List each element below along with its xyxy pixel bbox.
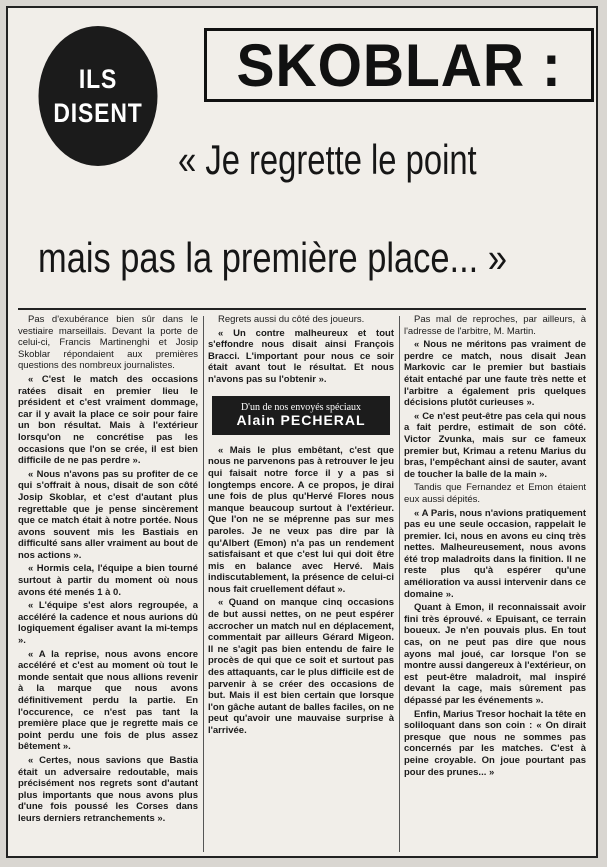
paragraph: « Hormis cela, l'équipe a bien tourné surtout à partir du moment où nous avons été menés 1 à 0.	[18, 563, 198, 598]
paragraph: « C'est le match des occasions ratées disait en premier lieu le président et c'est vraiment dommage, car il y avait la place ce soir pour faire un bon résultat. Mais à l'extérieur lorsqu'on ne concrétise pas les occasions que l'on se crée, il est bien difficile de ne pas perdre ».	[18, 373, 198, 467]
paragraph: « Ce n'est peut-être pas cela qui nous a fait perdre, estimait de son côté. Victor Zvunka, mais sur ce fameux premier but, Krimau a retenu Marius du bras, l'empêchant ainsi de sauter, avant de toucher la balle de la main ».	[404, 410, 586, 480]
headline-box	[204, 28, 594, 102]
paragraph: Tandis que Fernandez et Emon étaient eux aussi dépités.	[404, 482, 586, 505]
paragraph: « Certes, nous savions que Bastia était un adversaire redoutable, mais précisément nos regrets sont d'autant plus importants que nous avons plus d'une fois poussé les Corses dans leurs derniers retranchements ».	[18, 754, 198, 824]
article-column-1	[18, 314, 198, 854]
paragraph: Enfin, Marius Tresor hochait la tête en soliloquant dans son coin : « On dirait presque que nous ne sommes pas concernés par les matches. C'est à peine croyable. On joue pourtant pas pour des prunes... »	[404, 708, 586, 778]
badge-line-2: DISENT	[53, 98, 143, 128]
paragraph: Pas d'exubérance bien sûr dans le vestiaire marseillais. Devant la porte de celui-ci, Francis Martinenghi et Josip Skoblar répondaient aux premières questions des nombreux journalistes.	[18, 314, 198, 372]
byline-name: Alain PECHERAL	[236, 412, 366, 429]
paragraph: Quant à Emon, il reconnaissait avoir fini très éprouvé. « Epuisant, ce terrain boueux. Je n'en pouvais plus. En tout cas, on ne peut pas dire que nous ayons mal joué, car lorsque l'on se montre aussi dangereux à l'extérieur, on est peut-être maladroit, mal inspiré devant la cage, mais sûrement pas dépassé par les événements ».	[404, 602, 586, 706]
column-separator	[399, 316, 400, 852]
quote-line-1: « Je regrette le point	[178, 136, 477, 183]
paragraph: « L'équipe s'est alors regroupée, a accéléré la cadence et nous aurions dû logiquement égaliser avant la mi-temps ».	[18, 600, 198, 647]
article-column-3	[404, 314, 586, 854]
article-column-2	[208, 314, 394, 854]
paragraph: « A la reprise, nous avons encore accéléré et c'est au moment où tout le monde sentait que nous allions revenir à la marque que nous avons définitivement perdu la partie. En l'occurence, ce n'est pas tant la première place que je regrette mais ce point perdu une fois de plus assez bêtement ».	[18, 648, 198, 753]
paragraph: Pas mal de reproches, par ailleurs, à l'adresse de l'arbitre, M. Martin.	[404, 314, 586, 337]
paragraph: Regrets aussi du côté des joueurs.	[218, 314, 365, 325]
header-rule	[18, 308, 586, 310]
quote-line-2: mais pas la première place... »	[38, 234, 507, 281]
newspaper-page	[6, 6, 598, 858]
byline-box	[212, 396, 390, 435]
paragraph: « Un contre malheureux et tout s'effondre nous disait ainsi François Bracci. L'important pour nous ce soir était avant tout le résultat. Et nous n'avons pas su l'obtenir ».	[208, 327, 394, 385]
paragraph: « Nous n'avons pas su profiter de ce qui s'offrait à nous, disait de son côté Josip Skoblar, et c'est d'autant plus regrettable que je pense sincèrement que ce match était à notre portée. Nous avons souvent mis les Bastiais en difficulté sans aller vraiment au bout de nos actions ».	[18, 468, 198, 561]
badge-line-1: ILS	[78, 64, 118, 94]
byline-intro: D'un de nos envoyés spéciaux	[240, 401, 362, 413]
headline-text: SKOBLAR :	[236, 31, 562, 99]
column-separator	[203, 316, 204, 852]
paragraph: « Quand on manque cinq occasions de but aussi nettes, on ne peut espérer accrocher un match nul en déplacement, commentait par ailleurs Gérard Migeon. Il ne s'agit pas bien entendu de faire le procès de qui que ce soit et surtout pas des attaquants, car le plus difficile est de parvenir à se créer des occasions de but. Mais il est bien certain que lorsque l'on gâche autant de balles faciles, on ne peut qu'avoir une mauvaise surprise à l'arrivée.	[208, 597, 394, 736]
ils-disent-badge	[39, 26, 158, 166]
paragraph: « A Paris, nous n'avions pratiquement pas eu une seule occasion, rappelait le premier. Ici, nous en avons eu cinq très nettes. Malheureusement, nous avons été trop maladroits dans la finition. Il ne reste plus qu'à espérer qu'une amélioration va aussi intervenir dans ce domaine ».	[404, 507, 586, 600]
paragraph: « Nous ne méritons pas vraiment de perdre ce match, nous disait Jean Markovic car le premier but bastiais était entaché par une faute très nette et l'arbitre a également pris quelques décisions plutôt curieuses ».	[404, 339, 586, 409]
paragraph: « Mais le plus embêtant, c'est que nous ne parvenons pas à retrouver le jeu qui faisait notre force il y a pas si longtemps encore. A ce propos, je dirai une fois de plus qu'Hervé Flores nous manque beaucoup surtout à l'extérieur. Que l'on ne se méprenne pas sur mes paroles. Je ne veux pas dire par là qu'Albert (Emon) n'a pas un rendement satisfaisant et que c'est lui qui doit être mis en balance avec Hervé. Mais indiscutablement, la présence de celui-ci nous fait cruellement défaut ».	[208, 444, 394, 595]
